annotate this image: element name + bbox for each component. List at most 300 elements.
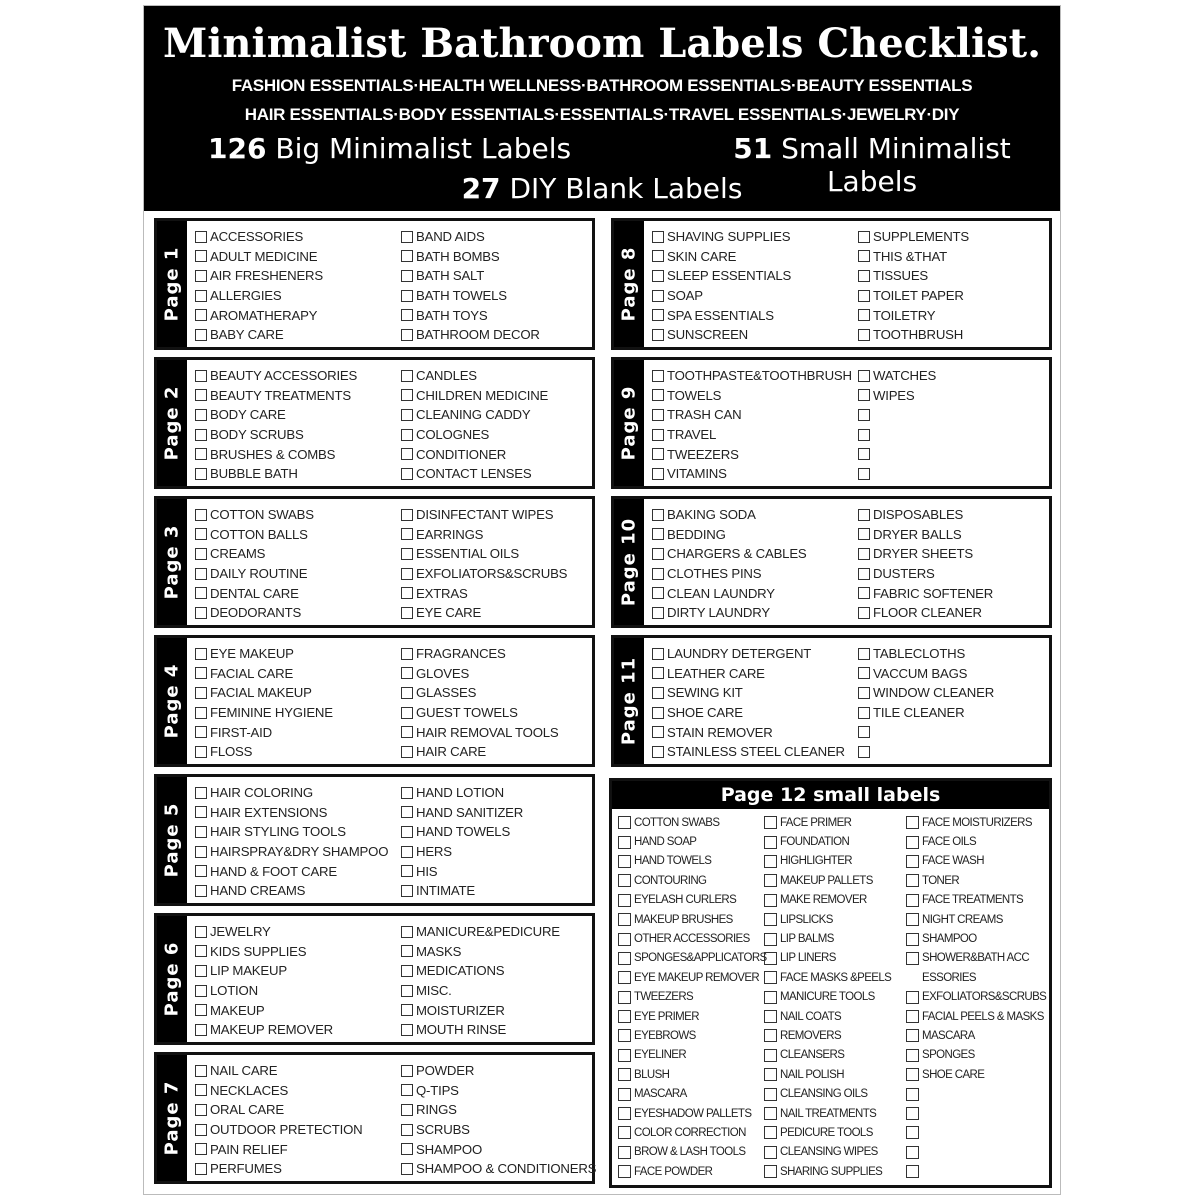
checkbox-icon[interactable]	[858, 548, 870, 560]
checklist-item[interactable]	[401, 603, 567, 623]
checkbox-icon[interactable]	[195, 707, 207, 719]
checkbox-icon[interactable]	[858, 389, 870, 401]
checklist-item[interactable]	[858, 544, 993, 564]
checkbox-icon[interactable]	[618, 991, 631, 1004]
checklist-item[interactable]	[195, 783, 388, 803]
checkbox-icon[interactable]	[906, 991, 919, 1004]
checklist-item[interactable]	[401, 266, 540, 286]
small-label-item[interactable]	[618, 1065, 767, 1084]
checkbox-icon[interactable]	[401, 865, 413, 877]
checkbox-icon[interactable]	[195, 429, 207, 441]
checkbox-icon[interactable]	[764, 874, 777, 887]
checkbox-icon[interactable]	[195, 231, 207, 243]
checklist-item[interactable]	[401, 227, 540, 247]
checkbox-icon[interactable]	[401, 429, 413, 441]
checklist-item[interactable]	[858, 266, 969, 286]
checkbox-icon[interactable]	[195, 926, 207, 938]
checkbox-icon[interactable]	[858, 270, 870, 282]
checkbox-icon[interactable]	[652, 528, 664, 540]
small-label-item[interactable]	[618, 1104, 767, 1123]
checklist-item[interactable]	[652, 444, 852, 464]
small-label-item[interactable]	[618, 1007, 767, 1026]
small-label-item[interactable]	[764, 949, 891, 968]
small-label-item[interactable]	[906, 949, 1046, 968]
small-label-item[interactable]	[764, 988, 891, 1007]
checklist-item[interactable]	[858, 425, 936, 445]
small-label-item[interactable]	[764, 871, 891, 890]
small-label-item[interactable]	[906, 852, 1046, 871]
checklist-item[interactable]	[858, 683, 994, 703]
checklist-item[interactable]	[401, 783, 523, 803]
checkbox-icon[interactable]	[401, 290, 413, 302]
checkbox-icon[interactable]	[195, 885, 207, 897]
checklist-item[interactable]	[858, 444, 936, 464]
checkbox-icon[interactable]	[858, 329, 870, 341]
checklist-item[interactable]	[652, 703, 845, 723]
checkbox-icon[interactable]	[764, 816, 777, 829]
checklist-item[interactable]	[195, 286, 323, 306]
checkbox-icon[interactable]	[652, 448, 664, 460]
checkbox-icon[interactable]	[401, 528, 413, 540]
checklist-item[interactable]	[401, 583, 567, 603]
checklist-item[interactable]	[195, 425, 357, 445]
checkbox-icon[interactable]	[401, 468, 413, 480]
checklist-item[interactable]	[652, 603, 807, 623]
checkbox-icon[interactable]	[401, 309, 413, 321]
checklist-item[interactable]	[652, 583, 807, 603]
checkbox-icon[interactable]	[401, 648, 413, 660]
checklist-item[interactable]	[401, 803, 523, 823]
checkbox-icon[interactable]	[195, 528, 207, 540]
checkbox-icon[interactable]	[858, 509, 870, 521]
checkbox-icon[interactable]	[906, 1029, 919, 1042]
checklist-item[interactable]	[195, 544, 314, 564]
small-label-item[interactable]	[764, 1143, 891, 1162]
checklist-item[interactable]	[652, 247, 791, 267]
checkbox-icon[interactable]	[618, 1088, 631, 1101]
checklist-item[interactable]	[195, 1081, 362, 1101]
checkbox-icon[interactable]	[401, 1065, 413, 1077]
checkbox-icon[interactable]	[195, 250, 207, 262]
checkbox-icon[interactable]	[858, 370, 870, 382]
checkbox-icon[interactable]	[906, 913, 919, 926]
checkbox-icon[interactable]	[764, 1049, 777, 1062]
checklist-item[interactable]	[401, 742, 558, 762]
checkbox-icon[interactable]	[401, 1163, 413, 1175]
checkbox-icon[interactable]	[401, 1024, 413, 1036]
checklist-item[interactable]	[401, 325, 540, 345]
checkbox-icon[interactable]	[652, 329, 664, 341]
checklist-item[interactable]	[858, 603, 993, 623]
checklist-item[interactable]	[858, 286, 969, 306]
checklist-item[interactable]	[401, 683, 558, 703]
checkbox-icon[interactable]	[858, 568, 870, 580]
small-label-item[interactable]	[764, 1162, 891, 1181]
small-label-item[interactable]	[906, 1162, 1046, 1181]
checklist-item[interactable]	[401, 525, 567, 545]
checkbox-icon[interactable]	[195, 329, 207, 341]
checklist-item[interactable]	[401, 942, 560, 962]
checklist-item[interactable]	[401, 464, 548, 484]
checkbox-icon[interactable]	[652, 667, 664, 679]
checklist-item[interactable]	[195, 1120, 362, 1140]
checkbox-icon[interactable]	[401, 667, 413, 679]
checkbox-icon[interactable]	[764, 913, 777, 926]
checklist-item[interactable]	[195, 1000, 333, 1020]
checklist-item[interactable]	[195, 366, 357, 386]
checkbox-icon[interactable]	[652, 409, 664, 421]
checklist-item[interactable]	[195, 444, 357, 464]
small-label-item[interactable]	[906, 1065, 1046, 1084]
small-label-item[interactable]	[618, 910, 767, 929]
small-label-item[interactable]	[618, 968, 767, 987]
small-label-item[interactable]	[906, 891, 1046, 910]
checkbox-icon[interactable]	[618, 894, 631, 907]
checkbox-icon[interactable]	[195, 509, 207, 521]
checklist-item[interactable]	[195, 386, 357, 406]
checklist-item[interactable]	[401, 1000, 560, 1020]
checkbox-icon[interactable]	[618, 874, 631, 887]
checkbox-icon[interactable]	[858, 231, 870, 243]
checklist-item[interactable]	[401, 564, 567, 584]
checkbox-icon[interactable]	[652, 568, 664, 580]
checkbox-icon[interactable]	[906, 855, 919, 868]
small-label-item[interactable]	[618, 1143, 767, 1162]
small-label-item[interactable]	[906, 871, 1046, 890]
checklist-item[interactable]	[401, 881, 523, 901]
checkbox-icon[interactable]	[858, 607, 870, 619]
checklist-item[interactable]	[195, 305, 323, 325]
checklist-item[interactable]	[652, 722, 845, 742]
checkbox-icon[interactable]	[401, 846, 413, 858]
checkbox-icon[interactable]	[401, 250, 413, 262]
checklist-item[interactable]	[401, 664, 558, 684]
checkbox-icon[interactable]	[401, 806, 413, 818]
checkbox-icon[interactable]	[195, 1084, 207, 1096]
checkbox-icon[interactable]	[618, 1165, 631, 1178]
checkbox-icon[interactable]	[401, 1104, 413, 1116]
checkbox-icon[interactable]	[764, 1088, 777, 1101]
small-label-item[interactable]	[906, 1143, 1046, 1162]
small-label-item[interactable]	[618, 1084, 767, 1103]
checklist-item[interactable]	[652, 405, 852, 425]
checklist-item[interactable]	[195, 861, 388, 881]
checkbox-icon[interactable]	[195, 985, 207, 997]
small-label-item[interactable]	[764, 1123, 891, 1142]
checkbox-icon[interactable]	[195, 607, 207, 619]
checkbox-icon[interactable]	[906, 816, 919, 829]
checkbox-icon[interactable]	[401, 270, 413, 282]
checkbox-icon[interactable]	[195, 1004, 207, 1016]
checkbox-icon[interactable]	[906, 1068, 919, 1081]
checklist-item[interactable]	[652, 544, 807, 564]
checkbox-icon[interactable]	[906, 933, 919, 946]
checklist-item[interactable]	[858, 722, 994, 742]
small-label-item[interactable]	[618, 871, 767, 890]
checklist-item[interactable]	[401, 1159, 596, 1179]
checklist-item[interactable]	[195, 1061, 362, 1081]
small-label-item[interactable]	[906, 1104, 1046, 1123]
checkbox-icon[interactable]	[906, 1146, 919, 1159]
checkbox-icon[interactable]	[195, 1104, 207, 1116]
checkbox-icon[interactable]	[195, 1024, 207, 1036]
checkbox-icon[interactable]	[858, 290, 870, 302]
checklist-item[interactable]	[195, 722, 333, 742]
checklist-item[interactable]	[401, 386, 548, 406]
small-label-item[interactable]	[764, 891, 891, 910]
checkbox-icon[interactable]	[618, 913, 631, 926]
checkbox-icon[interactable]	[195, 270, 207, 282]
checklist-item[interactable]	[401, 247, 540, 267]
checklist-item[interactable]	[401, 861, 523, 881]
checklist-item[interactable]	[401, 1100, 596, 1120]
checkbox-icon[interactable]	[652, 648, 664, 660]
checkbox-icon[interactable]	[195, 746, 207, 758]
checkbox-icon[interactable]	[401, 607, 413, 619]
checkbox-icon[interactable]	[764, 1029, 777, 1042]
checklist-item[interactable]	[195, 227, 323, 247]
checklist-item[interactable]	[401, 703, 558, 723]
checklist-item[interactable]	[401, 305, 540, 325]
checkbox-icon[interactable]	[858, 309, 870, 321]
checklist-item[interactable]	[652, 742, 845, 762]
small-label-item[interactable]	[906, 929, 1046, 948]
checklist-item[interactable]	[195, 1100, 362, 1120]
small-label-item[interactable]	[764, 832, 891, 851]
checklist-item[interactable]	[195, 644, 333, 664]
small-label-item[interactable]	[906, 832, 1046, 851]
checkbox-icon[interactable]	[401, 548, 413, 560]
small-label-item[interactable]	[618, 929, 767, 948]
checklist-item[interactable]	[401, 405, 548, 425]
checkbox-icon[interactable]	[195, 468, 207, 480]
checkbox-icon[interactable]	[195, 865, 207, 877]
checkbox-icon[interactable]	[618, 1126, 631, 1139]
checkbox-icon[interactable]	[618, 952, 631, 965]
checkbox-icon[interactable]	[401, 726, 413, 738]
checklist-item[interactable]	[195, 505, 314, 525]
checkbox-icon[interactable]	[858, 726, 870, 738]
checklist-item[interactable]	[401, 1020, 560, 1040]
checkbox-icon[interactable]	[858, 587, 870, 599]
checklist-item[interactable]	[195, 922, 333, 942]
checkbox-icon[interactable]	[618, 971, 631, 984]
checklist-item[interactable]	[652, 644, 845, 664]
small-label-item[interactable]	[906, 1084, 1046, 1103]
checklist-item[interactable]	[195, 1159, 362, 1179]
checklist-item[interactable]	[195, 881, 388, 901]
checklist-item[interactable]	[401, 961, 560, 981]
checkbox-icon[interactable]	[401, 965, 413, 977]
checkbox-icon[interactable]	[401, 926, 413, 938]
checkbox-icon[interactable]	[858, 468, 870, 480]
checkbox-icon[interactable]	[401, 448, 413, 460]
checklist-item[interactable]	[401, 1081, 596, 1101]
checklist-item[interactable]	[858, 644, 994, 664]
checklist-item[interactable]	[652, 664, 845, 684]
small-label-item[interactable]	[618, 1046, 767, 1065]
checklist-item[interactable]	[195, 1139, 362, 1159]
checkbox-icon[interactable]	[652, 548, 664, 560]
checklist-item[interactable]	[195, 981, 333, 1001]
checklist-item[interactable]	[401, 1139, 596, 1159]
checkbox-icon[interactable]	[618, 1068, 631, 1081]
checkbox-icon[interactable]	[401, 587, 413, 599]
checkbox-icon[interactable]	[401, 409, 413, 421]
checklist-item[interactable]	[195, 564, 314, 584]
checkbox-icon[interactable]	[195, 726, 207, 738]
checkbox-icon[interactable]	[906, 1165, 919, 1178]
small-label-item[interactable]	[764, 1065, 891, 1084]
small-label-item[interactable]	[906, 968, 1046, 987]
checkbox-icon[interactable]	[401, 509, 413, 521]
small-label-item[interactable]	[618, 891, 767, 910]
checklist-item[interactable]	[858, 703, 994, 723]
checkbox-icon[interactable]	[618, 836, 631, 849]
checklist-item[interactable]	[195, 683, 333, 703]
checkbox-icon[interactable]	[858, 528, 870, 540]
small-label-item[interactable]	[764, 1084, 891, 1103]
checkbox-icon[interactable]	[195, 787, 207, 799]
checklist-item[interactable]	[195, 325, 323, 345]
checkbox-icon[interactable]	[618, 816, 631, 829]
checkbox-icon[interactable]	[764, 952, 777, 965]
checklist-item[interactable]	[195, 525, 314, 545]
small-label-item[interactable]	[906, 910, 1046, 929]
checkbox-icon[interactable]	[195, 826, 207, 838]
checklist-item[interactable]	[858, 664, 994, 684]
checklist-item[interactable]	[652, 286, 791, 306]
small-label-item[interactable]	[618, 988, 767, 1007]
small-label-item[interactable]	[764, 968, 891, 987]
checkbox-icon[interactable]	[618, 1049, 631, 1062]
small-label-item[interactable]	[764, 852, 891, 871]
checkbox-icon[interactable]	[906, 1107, 919, 1120]
checkbox-icon[interactable]	[906, 1049, 919, 1062]
checkbox-icon[interactable]	[401, 746, 413, 758]
checklist-item[interactable]	[401, 981, 560, 1001]
checklist-item[interactable]	[652, 305, 791, 325]
checklist-item[interactable]	[401, 922, 560, 942]
checkbox-icon[interactable]	[401, 1124, 413, 1136]
checklist-item[interactable]	[652, 683, 845, 703]
checkbox-icon[interactable]	[195, 1065, 207, 1077]
checkbox-icon[interactable]	[764, 1010, 777, 1023]
checklist-item[interactable]	[195, 703, 333, 723]
checkbox-icon[interactable]	[906, 894, 919, 907]
checkbox-icon[interactable]	[401, 568, 413, 580]
checkbox-icon[interactable]	[195, 389, 207, 401]
small-label-item[interactable]	[764, 1046, 891, 1065]
small-label-item[interactable]	[906, 1046, 1046, 1065]
checklist-item[interactable]	[195, 961, 333, 981]
checklist-item[interactable]	[401, 425, 548, 445]
checklist-item[interactable]	[858, 564, 993, 584]
checkbox-icon[interactable]	[906, 952, 919, 965]
checkbox-icon[interactable]	[195, 587, 207, 599]
checkbox-icon[interactable]	[401, 389, 413, 401]
checklist-item[interactable]	[652, 325, 791, 345]
checkbox-icon[interactable]	[652, 389, 664, 401]
checkbox-icon[interactable]	[906, 1088, 919, 1101]
checkbox-icon[interactable]	[858, 707, 870, 719]
checklist-item[interactable]	[401, 1120, 596, 1140]
checkbox-icon[interactable]	[652, 707, 664, 719]
checkbox-icon[interactable]	[652, 309, 664, 321]
checkbox-icon[interactable]	[858, 448, 870, 460]
small-label-item[interactable]	[764, 1007, 891, 1026]
checklist-item[interactable]	[652, 564, 807, 584]
checklist-item[interactable]	[652, 366, 852, 386]
checklist-item[interactable]	[195, 842, 388, 862]
checkbox-icon[interactable]	[195, 448, 207, 460]
checkbox-icon[interactable]	[764, 971, 777, 984]
checklist-item[interactable]	[401, 1061, 596, 1081]
checklist-item[interactable]	[652, 386, 852, 406]
checkbox-icon[interactable]	[652, 587, 664, 599]
checkbox-icon[interactable]	[764, 1165, 777, 1178]
checklist-item[interactable]	[858, 525, 993, 545]
checkbox-icon[interactable]	[195, 965, 207, 977]
checkbox-icon[interactable]	[764, 1126, 777, 1139]
checkbox-icon[interactable]	[195, 290, 207, 302]
checkbox-icon[interactable]	[858, 409, 870, 421]
small-label-item[interactable]	[618, 832, 767, 851]
checklist-item[interactable]	[401, 722, 558, 742]
small-label-item[interactable]	[906, 1123, 1046, 1142]
checkbox-icon[interactable]	[652, 270, 664, 282]
checklist-item[interactable]	[195, 266, 323, 286]
checkbox-icon[interactable]	[195, 568, 207, 580]
checkbox-icon[interactable]	[652, 290, 664, 302]
checklist-item[interactable]	[858, 583, 993, 603]
checkbox-icon[interactable]	[906, 874, 919, 887]
checkbox-icon[interactable]	[764, 1146, 777, 1159]
checkbox-icon[interactable]	[401, 687, 413, 699]
checklist-item[interactable]	[652, 425, 852, 445]
small-label-item[interactable]	[618, 813, 767, 832]
checklist-item[interactable]	[401, 505, 567, 525]
checklist-item[interactable]	[401, 644, 558, 664]
checklist-item[interactable]	[401, 444, 548, 464]
checkbox-icon[interactable]	[652, 429, 664, 441]
checkbox-icon[interactable]	[195, 687, 207, 699]
checkbox-icon[interactable]	[401, 1004, 413, 1016]
small-label-item[interactable]	[764, 910, 891, 929]
checklist-item[interactable]	[858, 247, 969, 267]
small-label-item[interactable]	[618, 1123, 767, 1142]
checkbox-icon[interactable]	[652, 726, 664, 738]
checkbox-icon[interactable]	[618, 1010, 631, 1023]
checkbox-icon[interactable]	[764, 933, 777, 946]
checkbox-icon[interactable]	[401, 787, 413, 799]
checklist-item[interactable]	[195, 247, 323, 267]
checkbox-icon[interactable]	[401, 826, 413, 838]
small-label-item[interactable]	[618, 1162, 767, 1181]
checkbox-icon[interactable]	[652, 468, 664, 480]
checklist-item[interactable]	[858, 227, 969, 247]
checkbox-icon[interactable]	[195, 1143, 207, 1155]
checklist-item[interactable]	[858, 464, 936, 484]
checklist-item[interactable]	[858, 305, 969, 325]
checkbox-icon[interactable]	[652, 370, 664, 382]
checklist-item[interactable]	[401, 842, 523, 862]
checklist-item[interactable]	[652, 525, 807, 545]
small-label-item[interactable]	[764, 813, 891, 832]
checklist-item[interactable]	[195, 822, 388, 842]
checklist-item[interactable]	[858, 386, 936, 406]
checklist-item[interactable]	[195, 742, 333, 762]
